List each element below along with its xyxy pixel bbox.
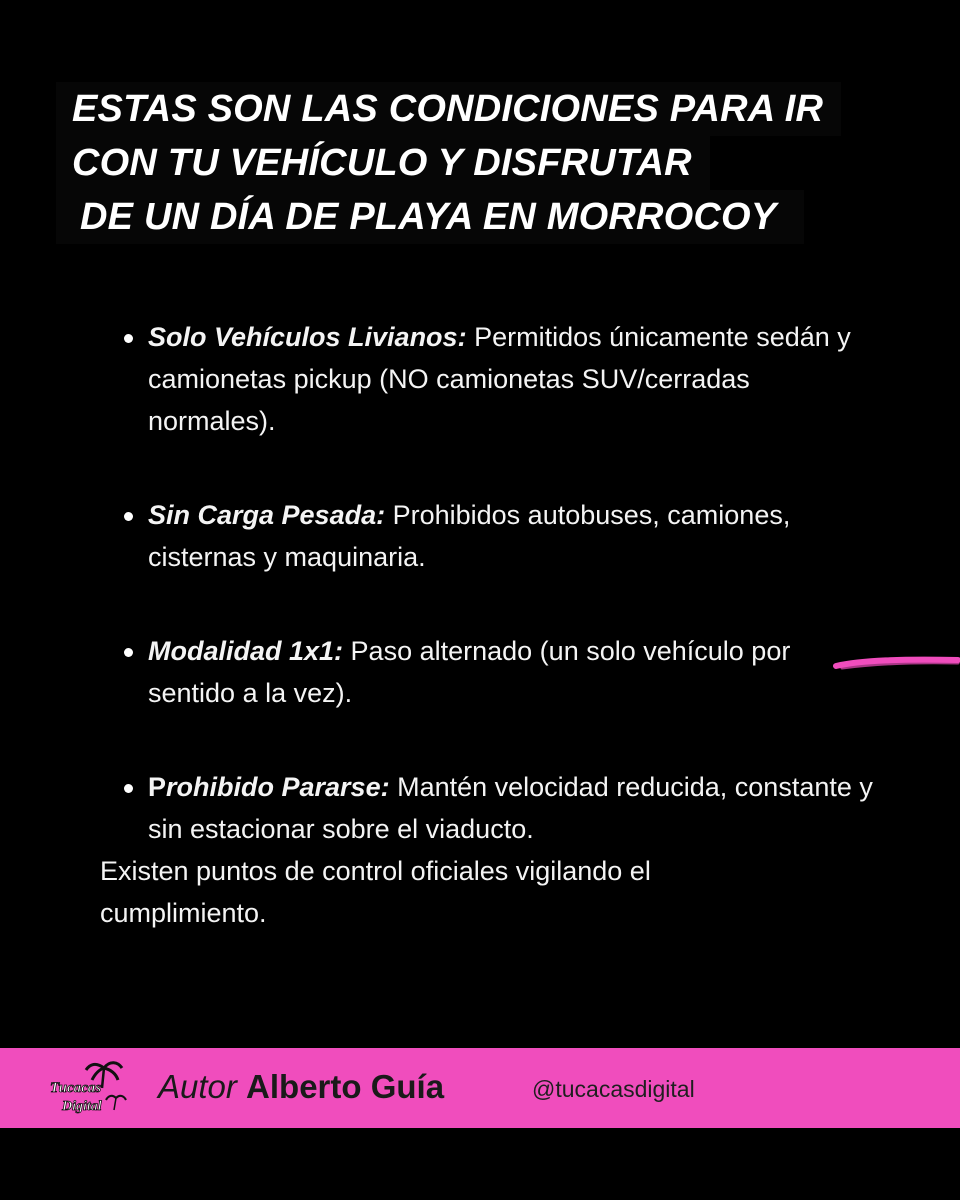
rule-text: Prohibidos autobuses, camiones, cisternas y maquinaria. (148, 500, 791, 572)
closing-note: Existen puntos de control oficiales vigilando el cumplimiento. (100, 856, 651, 928)
bullet-icon (124, 648, 133, 657)
rule-lead-rest: rohibido Pararse: (166, 772, 390, 802)
rule-text: Paso alternado (un solo vehículo por sentido a la vez). (148, 636, 791, 708)
author-prefix: Autor (158, 1068, 237, 1105)
footer-bar (0, 1048, 960, 1128)
logo-text-bottom: Digital (62, 1099, 102, 1114)
rule-lead: Solo Vehículos Livianos: (148, 322, 467, 352)
rule-lead: Sin Carga Pesada: (148, 500, 386, 530)
rule-lead-initial: P (148, 772, 167, 802)
rule-lead: Modalidad 1x1: (148, 636, 344, 666)
list-item (122, 630, 882, 714)
tucacas-digital-logo (46, 1058, 130, 1120)
list-item (122, 494, 882, 578)
rule-text: Permitidos únicamente sedán y camionetas pickup (NO camionetas SUV/cerradas normales). (148, 322, 851, 436)
headline-line-1: ESTAS SON LAS CONDICIONES PARA IR (56, 82, 841, 136)
conditions-list (122, 316, 882, 850)
list-item (122, 316, 882, 442)
bullet-icon (124, 784, 133, 793)
rule-lead (148, 772, 390, 802)
headline (56, 82, 896, 244)
author-name: Alberto Guía (246, 1068, 445, 1105)
social-handle: @tucacasdigital (532, 1076, 695, 1102)
list-item (122, 766, 882, 850)
bullet-icon (124, 512, 133, 521)
headline-line-3: DE UN DÍA DE PLAYA EN MORROCOY (56, 190, 804, 244)
author-credit (158, 1066, 444, 1108)
rule-text: Mantén velocidad reducida, constante y sin estacionar sobre el viaducto. (148, 772, 873, 844)
pink-brush-stroke (832, 652, 960, 676)
bullet-icon (124, 334, 133, 343)
logo-text-top: Tucacas (50, 1080, 102, 1096)
headline-line-2: CON TU VEHÍCULO Y DISFRUTAR (56, 136, 710, 190)
